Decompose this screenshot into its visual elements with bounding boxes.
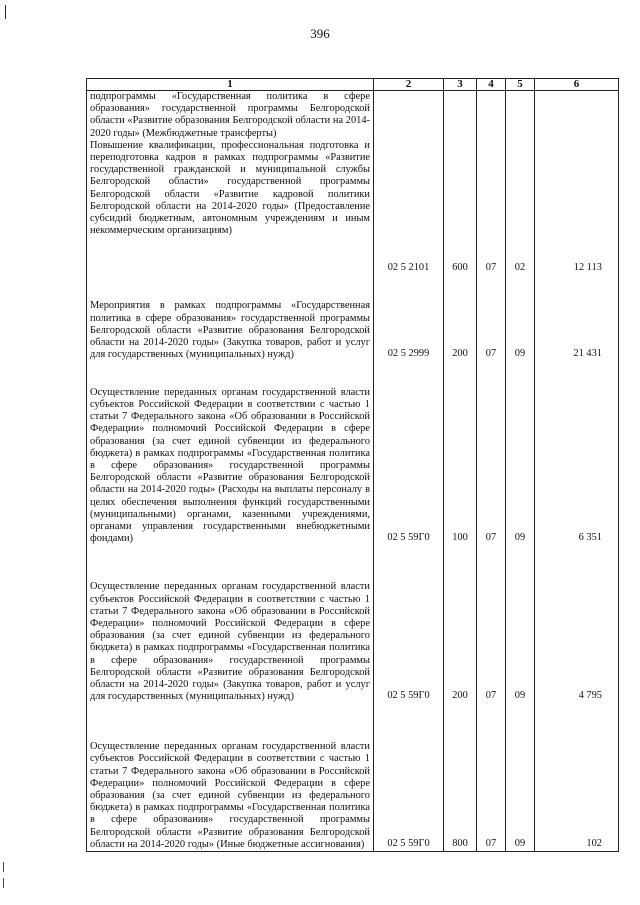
row-description xyxy=(87,546,374,704)
scan-edge-mark xyxy=(3,878,4,888)
row-paragraph: Мероприятия в рамках подпрограммы «Государственная политика в сфере образования» государственной программы Белгородской области «Развитие образования Белгородской области на 2014-2020 годы» (Закупка товаров, работ и услуг для государственных (муниципальных) нужд) xyxy=(90,300,370,361)
column-header: 4 xyxy=(477,79,506,91)
amount: 21 431 xyxy=(535,276,619,362)
row-description xyxy=(87,276,374,362)
amount: 102 xyxy=(535,704,619,852)
row-paragraph: Осуществление переданных органам государственной власти субъектов Российской Федерации в соответствии с частью 1 статьи 7 Федерального закона «Об образовании в Российской Федерации» полномочий Российской Федерации в сфере образования (за счет единой субвенции из федерального бюджета) в рамках подпрограммы «Государственная политика в сфере образования» государственной программы Белгородской области «Развитие образования Белгородской области на 2014-2020 годы» (Иные бюджетные ассигнования) xyxy=(90,741,370,850)
subsection: 09 xyxy=(506,546,535,704)
row-description xyxy=(87,704,374,852)
expense-type: 800 xyxy=(444,704,477,852)
amount: 6 351 xyxy=(535,362,619,546)
subsection: 09 xyxy=(506,362,535,546)
row-description xyxy=(87,362,374,546)
row-paragraph: Осуществление переданных органам государственной власти субъектов Российской Федерации в соответствии с частью 1 статьи 7 Федерального закона «Об образовании в Российской Федерации» полномочий Российской Федерации в сфере образования (за счет единой субвенции из федерального бюджета) в рамках подпрограммы «Государственная политика в сфере образования» государственной программы Белгородской области «Развитие образования Белгородской области на 2014-2020 годы» (Расходы на выплаты персоналу в целях обеспечения выполнения функций государственными (муниципальными) органами, казенными учреждениями, органами управления государственными внебюджетными фондами) xyxy=(90,386,370,545)
scan-edge-mark xyxy=(5,5,6,19)
expense-type: 600 xyxy=(444,91,477,276)
section: 07 xyxy=(477,546,506,704)
table-row xyxy=(87,704,619,852)
column-header: 1 xyxy=(87,79,374,91)
table-header-row xyxy=(87,79,619,91)
row-description xyxy=(87,91,374,276)
column-header: 6 xyxy=(535,79,619,91)
column-header: 5 xyxy=(506,79,535,91)
subsection: 02 xyxy=(506,91,535,276)
page-number: 396 xyxy=(310,26,330,41)
target-code: 02 5 59Г0 xyxy=(374,704,444,852)
section: 07 xyxy=(477,276,506,362)
table-row xyxy=(87,91,619,276)
scan-edge-mark xyxy=(3,862,4,872)
expense-type: 200 xyxy=(444,546,477,704)
target-code: 02 5 2999 xyxy=(374,276,444,362)
column-header: 3 xyxy=(444,79,477,91)
target-code: 02 5 59Г0 xyxy=(374,546,444,704)
section: 07 xyxy=(477,362,506,546)
column-header: 2 xyxy=(374,79,444,91)
target-code: 02 5 2101 xyxy=(374,91,444,276)
amount: 4 795 xyxy=(535,546,619,704)
budget-table xyxy=(86,78,619,852)
section: 07 xyxy=(477,91,506,276)
subsection: 09 xyxy=(506,704,535,852)
section: 07 xyxy=(477,704,506,852)
table-row xyxy=(87,276,619,362)
row-paragraph: Осуществление переданных органам государственной власти субъектов Российской Федерации в соответствии с частью 1 статьи 7 Федерального закона «Об образовании в Российской Федерации» полномочий Российской Федерации в сфере образования (за счет единой субвенции из федерального бюджета) в рамках подпрограммы «Государственная политика в сфере образования» государственной программы Белгородской области «Развитие образования Белгородской области на 2014-2020 годы» (Закупка товаров, работ и услуг для государственных (муниципальных) нужд) xyxy=(90,581,370,703)
subsection: 09 xyxy=(506,276,535,362)
table-row xyxy=(87,362,619,546)
expense-type: 200 xyxy=(444,276,477,362)
expense-type: 100 xyxy=(444,362,477,546)
amount: 12 113 xyxy=(535,91,619,276)
target-code: 02 5 59Г0 xyxy=(374,362,444,546)
row-paragraph: Повышение квалификации, профессиональная подготовка и переподготовка кадров в рамках подпрограммы «Развитие государственной гражданской и муниципальной службы Белгородской области» государственной программы Белгородской области «Развитие кадровой политики Белгородской области на 2014-2020 годы» (Предоставление субсидий бюджетным, автономным учреждениям и иным некоммерческим организациям) xyxy=(90,139,370,237)
table-row xyxy=(87,546,619,704)
row-paragraph: подпрограммы «Государственная политика в сфере образования» государственной программы Белгородской области «Развитие образования Белгородской области на 2014-2020 годы» (Межбюджетные трансферты) xyxy=(90,91,370,139)
